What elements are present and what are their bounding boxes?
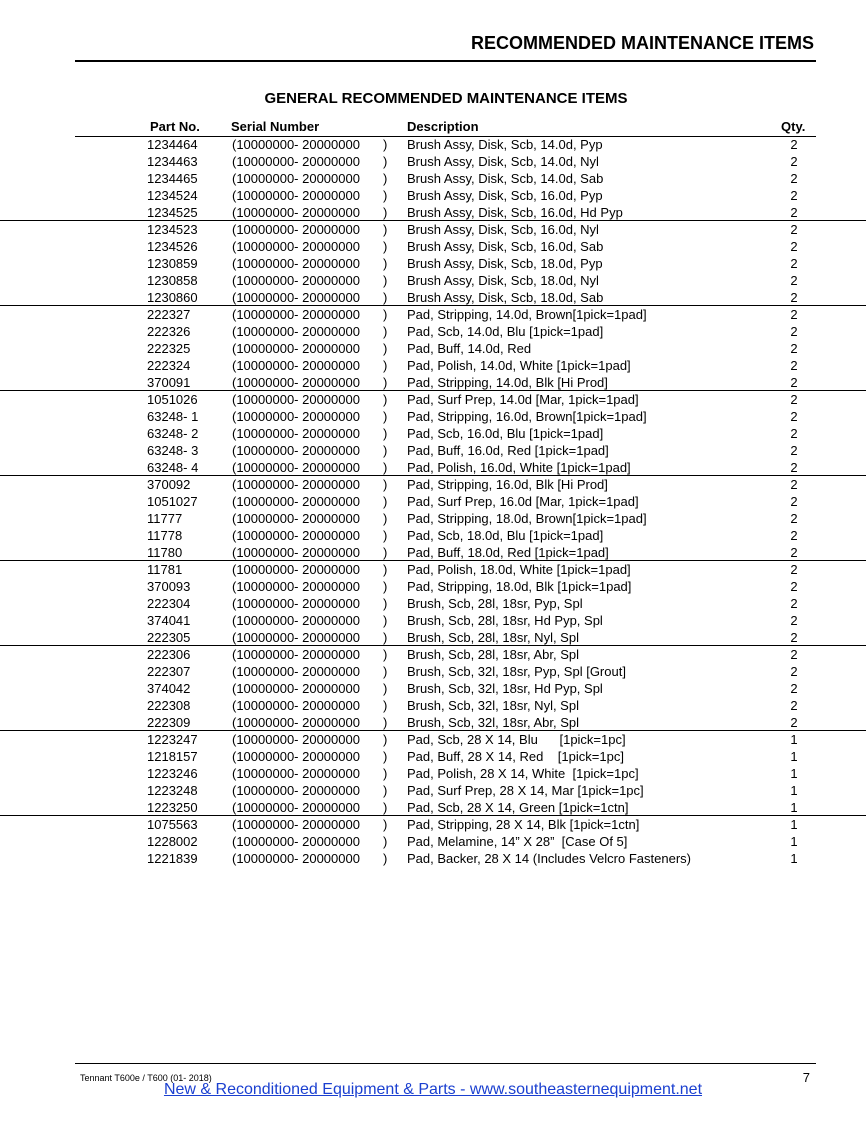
column-header-serial-number: Serial Number <box>231 119 320 134</box>
quantity: 1 <box>790 732 798 747</box>
quantity: 2 <box>790 409 798 424</box>
quantity: 2 <box>790 647 798 662</box>
description: Brush, Scb, 32l, 18sr, Abr, Spl <box>407 715 579 730</box>
description: Brush Assy, Disk, Scb, 18.0d, Sab <box>407 290 604 305</box>
serial-close-paren: ) <box>383 579 388 594</box>
part-number: 1234463 <box>147 154 198 169</box>
description: Brush, Scb, 28l, 18sr, Hd Pyp, Spl <box>407 613 603 628</box>
serial-range: (10000000- 20000000 <box>232 715 360 730</box>
serial-close-paren: ) <box>383 171 388 186</box>
table-row <box>0 578 866 595</box>
serial-range: (10000000- 20000000 <box>232 426 360 441</box>
description: Pad, Polish, 28 X 14, White [1pick=1pc] <box>407 766 639 781</box>
description: Brush Assy, Disk, Scb, 16.0d, Pyp <box>407 188 603 203</box>
quantity: 1 <box>790 851 798 866</box>
column-header-description: Description <box>407 119 479 134</box>
quantity: 2 <box>790 630 798 645</box>
serial-close-paren: ) <box>383 205 388 220</box>
quantity: 2 <box>790 443 798 458</box>
description: Pad, Polish, 14.0d, White [1pick=1pad] <box>407 358 631 373</box>
quantity: 1 <box>790 800 798 815</box>
quantity: 2 <box>790 392 798 407</box>
description: Pad, Backer, 28 X 14 (Includes Velcro Fasteners) <box>407 851 691 866</box>
serial-range: (10000000- 20000000 <box>232 324 360 339</box>
serial-close-paren: ) <box>383 341 388 356</box>
quantity: 2 <box>790 188 798 203</box>
description: Pad, Scb, 16.0d, Blu [1pick=1pad] <box>407 426 604 441</box>
part-number: 1218157 <box>147 749 198 764</box>
serial-range: (10000000- 20000000 <box>232 239 360 254</box>
quantity: 2 <box>790 579 798 594</box>
part-number: 11781 <box>147 562 183 577</box>
serial-range: (10000000- 20000000 <box>232 273 360 288</box>
description: Brush Assy, Disk, Scb, 14.0d, Nyl <box>407 154 599 169</box>
table-row <box>0 544 866 561</box>
part-number: 370091 <box>147 375 191 390</box>
quantity: 2 <box>790 171 798 186</box>
serial-close-paren: ) <box>383 613 388 628</box>
table-row <box>0 204 866 221</box>
serial-range: (10000000- 20000000 <box>232 290 360 305</box>
description: Pad, Buff, 14.0d, Red <box>407 341 532 356</box>
quantity: 2 <box>790 596 798 611</box>
quantity: 2 <box>790 205 798 220</box>
description: Pad, Scb, 28 X 14, Green [1pick=1ctn] <box>407 800 629 815</box>
serial-range: (10000000- 20000000 <box>232 630 360 645</box>
description: Pad, Buff, 28 X 14, Red [1pick=1pc] <box>407 749 624 764</box>
table-row <box>0 765 866 782</box>
serial-range: (10000000- 20000000 <box>232 460 360 475</box>
quantity: 2 <box>790 239 798 254</box>
table-row <box>0 748 866 765</box>
serial-range: (10000000- 20000000 <box>232 392 360 407</box>
description: Pad, Melamine, 14” X 28” [Case Of 5] <box>407 834 628 849</box>
part-number: 11777 <box>147 511 183 526</box>
serial-close-paren: ) <box>383 324 388 339</box>
table-row <box>0 391 866 408</box>
part-number: 1228002 <box>147 834 198 849</box>
description: Pad, Surf Prep, 16.0d [Mar, 1pick=1pad] <box>407 494 639 509</box>
serial-range: (10000000- 20000000 <box>232 154 360 169</box>
serial-close-paren: ) <box>383 596 388 611</box>
serial-range: (10000000- 20000000 <box>232 358 360 373</box>
serial-close-paren: ) <box>383 783 388 798</box>
quantity: 1 <box>790 766 798 781</box>
part-number: 1234525 <box>147 205 198 220</box>
table-row <box>0 238 866 255</box>
description: Pad, Scb, 18.0d, Blu [1pick=1pad] <box>407 528 604 543</box>
serial-range: (10000000- 20000000 <box>232 222 360 237</box>
serial-close-paren: ) <box>383 749 388 764</box>
quantity: 2 <box>790 528 798 543</box>
description: Brush Assy, Disk, Scb, 18.0d, Pyp <box>407 256 603 271</box>
serial-range: (10000000- 20000000 <box>232 375 360 390</box>
quantity: 1 <box>790 834 798 849</box>
table-row <box>0 459 866 476</box>
table-row <box>0 170 866 187</box>
serial-close-paren: ) <box>383 137 388 152</box>
serial-close-paren: ) <box>383 647 388 662</box>
serial-close-paren: ) <box>383 664 388 679</box>
serial-close-paren: ) <box>383 477 388 492</box>
quantity: 2 <box>790 494 798 509</box>
serial-range: (10000000- 20000000 <box>232 256 360 271</box>
table-row <box>0 255 866 272</box>
serial-close-paren: ) <box>383 375 388 390</box>
table-row <box>0 595 866 612</box>
table-row <box>0 816 866 833</box>
table-row <box>0 782 866 799</box>
description: Pad, Buff, 16.0d, Red [1pick=1pad] <box>407 443 609 458</box>
description: Pad, Stripping, 14.0d, Brown[1pick=1pad] <box>407 307 647 322</box>
serial-range: (10000000- 20000000 <box>232 664 360 679</box>
serial-close-paren: ) <box>383 800 388 815</box>
serial-range: (10000000- 20000000 <box>232 834 360 849</box>
part-number: 222309 <box>147 715 191 730</box>
serial-close-paren: ) <box>383 273 388 288</box>
part-number: 1234526 <box>147 239 198 254</box>
serial-close-paren: ) <box>383 630 388 645</box>
serial-close-paren: ) <box>383 528 388 543</box>
part-number: 222324 <box>147 358 191 373</box>
part-number: 1223246 <box>147 766 198 781</box>
page-header <box>75 30 816 62</box>
serial-range: (10000000- 20000000 <box>232 698 360 713</box>
column-header-part-no: Part No. <box>150 119 200 134</box>
quantity: 2 <box>790 698 798 713</box>
part-number: 222307 <box>147 664 191 679</box>
serial-close-paren: ) <box>383 562 388 577</box>
serial-close-paren: ) <box>383 681 388 696</box>
quantity: 2 <box>790 290 798 305</box>
quantity: 2 <box>790 545 798 560</box>
table-row <box>0 850 866 867</box>
part-number: 222306 <box>147 647 191 662</box>
table-row <box>0 187 866 204</box>
serial-range: (10000000- 20000000 <box>232 511 360 526</box>
serial-range: (10000000- 20000000 <box>232 443 360 458</box>
part-number: 63248- 2 <box>147 426 199 441</box>
part-number: 1051026 <box>147 392 198 407</box>
part-number: 1223248 <box>147 783 198 798</box>
part-number: 1051027 <box>147 494 198 509</box>
quantity: 2 <box>790 562 798 577</box>
description: Pad, Surf Prep, 14.0d [Mar, 1pick=1pad] <box>407 392 639 407</box>
table-row <box>0 612 866 629</box>
part-number: 1230860 <box>147 290 198 305</box>
part-number: 370093 <box>147 579 191 594</box>
description: Pad, Polish, 16.0d, White [1pick=1pad] <box>407 460 631 475</box>
quantity: 2 <box>790 664 798 679</box>
serial-close-paren: ) <box>383 834 388 849</box>
table-row <box>0 646 866 663</box>
page-title: RECOMMENDED MAINTENANCE ITEMS <box>470 33 814 53</box>
serial-close-paren: ) <box>383 698 388 713</box>
quantity: 2 <box>790 137 798 152</box>
footer-divider <box>75 1063 816 1064</box>
quantity: 2 <box>790 613 798 628</box>
table-row <box>0 153 866 170</box>
quantity: 2 <box>790 324 798 339</box>
serial-close-paren: ) <box>383 545 388 560</box>
serial-close-paren: ) <box>383 851 388 866</box>
table-row <box>0 374 866 391</box>
table-row <box>0 680 866 697</box>
description: Brush Assy, Disk, Scb, 16.0d, Nyl <box>407 222 599 237</box>
table-row <box>0 408 866 425</box>
description: Pad, Stripping, 14.0d, Blk [Hi Prod] <box>407 375 608 390</box>
description: Brush Assy, Disk, Scb, 14.0d, Pyp <box>407 137 603 152</box>
quantity: 2 <box>790 426 798 441</box>
table-row <box>0 221 866 238</box>
column-header-qty: Qty. <box>781 119 806 134</box>
serial-range: (10000000- 20000000 <box>232 817 360 832</box>
part-number: 374042 <box>147 681 191 696</box>
quantity: 2 <box>790 681 798 696</box>
serial-range: (10000000- 20000000 <box>232 188 360 203</box>
description: Brush, Scb, 28l, 18sr, Abr, Spl <box>407 647 579 662</box>
serial-range: (10000000- 20000000 <box>232 766 360 781</box>
part-number: 1234523 <box>147 222 198 237</box>
description: Pad, Scb, 28 X 14, Blu [1pick=1pc] <box>407 732 626 747</box>
table-row <box>0 799 866 816</box>
part-number: 11780 <box>147 545 183 560</box>
serial-range: (10000000- 20000000 <box>232 307 360 322</box>
serial-close-paren: ) <box>383 511 388 526</box>
footer-document-reference: Tennant T600e / T600 (01- 2018) <box>80 1073 212 1083</box>
table-row <box>0 425 866 442</box>
serial-range: (10000000- 20000000 <box>232 137 360 152</box>
description: Brush Assy, Disk, Scb, 18.0d, Nyl <box>407 273 599 288</box>
serial-close-paren: ) <box>383 188 388 203</box>
description: Pad, Surf Prep, 28 X 14, Mar [1pick=1pc] <box>407 783 644 798</box>
table-row <box>0 833 866 850</box>
quantity: 2 <box>790 341 798 356</box>
table-row <box>0 629 866 646</box>
quantity: 2 <box>790 715 798 730</box>
serial-close-paren: ) <box>383 358 388 373</box>
serial-range: (10000000- 20000000 <box>232 596 360 611</box>
serial-close-paren: ) <box>383 460 388 475</box>
part-number: 1221839 <box>147 851 198 866</box>
description: Brush, Scb, 32l, 18sr, Hd Pyp, Spl <box>407 681 603 696</box>
serial-close-paren: ) <box>383 256 388 271</box>
serial-close-paren: ) <box>383 494 388 509</box>
serial-close-paren: ) <box>383 409 388 424</box>
table-row <box>0 272 866 289</box>
quantity: 2 <box>790 358 798 373</box>
serial-close-paren: ) <box>383 715 388 730</box>
description: Pad, Polish, 18.0d, White [1pick=1pad] <box>407 562 631 577</box>
table-row <box>0 663 866 680</box>
serial-range: (10000000- 20000000 <box>232 171 360 186</box>
quantity: 2 <box>790 256 798 271</box>
description: Brush Assy, Disk, Scb, 14.0d, Sab <box>407 171 604 186</box>
part-number: 370092 <box>147 477 191 492</box>
description: Pad, Stripping, 16.0d, Brown[1pick=1pad] <box>407 409 647 424</box>
table-row <box>0 442 866 459</box>
table-row <box>0 510 866 527</box>
quantity: 2 <box>790 375 798 390</box>
description: Pad, Stripping, 18.0d, Blk [1pick=1pad] <box>407 579 632 594</box>
quantity: 2 <box>790 460 798 475</box>
serial-range: (10000000- 20000000 <box>232 647 360 662</box>
table-row <box>0 357 866 374</box>
description: Pad, Stripping, 18.0d, Brown[1pick=1pad] <box>407 511 647 526</box>
quantity: 2 <box>790 273 798 288</box>
serial-close-paren: ) <box>383 443 388 458</box>
table-row <box>0 561 866 578</box>
table-row <box>0 493 866 510</box>
serial-close-paren: ) <box>383 392 388 407</box>
table-row <box>0 323 866 340</box>
website-link[interactable]: New & Reconditioned Equipment & Parts - www.southeasternequipment.net <box>163 1081 703 1098</box>
page-number: 7 <box>802 1070 810 1085</box>
quantity: 1 <box>790 783 798 798</box>
serial-range: (10000000- 20000000 <box>232 579 360 594</box>
description: Brush, Scb, 28l, 18sr, Pyp, Spl <box>407 596 583 611</box>
table-row <box>0 340 866 357</box>
serial-range: (10000000- 20000000 <box>232 477 360 492</box>
part-number: 63248- 3 <box>147 443 199 458</box>
part-number: 1223247 <box>147 732 198 747</box>
serial-range: (10000000- 20000000 <box>232 783 360 798</box>
serial-range: (10000000- 20000000 <box>232 613 360 628</box>
table-row <box>0 306 866 323</box>
serial-range: (10000000- 20000000 <box>232 562 360 577</box>
serial-range: (10000000- 20000000 <box>232 528 360 543</box>
serial-range: (10000000- 20000000 <box>232 494 360 509</box>
description: Pad, Scb, 14.0d, Blu [1pick=1pad] <box>407 324 604 339</box>
part-number: 1230859 <box>147 256 198 271</box>
serial-close-paren: ) <box>383 766 388 781</box>
part-number: 222326 <box>147 324 191 339</box>
description: Pad, Stripping, 16.0d, Blk [Hi Prod] <box>407 477 608 492</box>
serial-close-paren: ) <box>383 239 388 254</box>
serial-range: (10000000- 20000000 <box>232 341 360 356</box>
serial-close-paren: ) <box>383 732 388 747</box>
quantity: 2 <box>790 477 798 492</box>
part-number: 374041 <box>147 613 191 628</box>
part-number: 222304 <box>147 596 191 611</box>
table-row <box>0 476 866 493</box>
part-number: 1230858 <box>147 273 198 288</box>
part-number: 222305 <box>147 630 191 645</box>
table-row <box>0 714 866 731</box>
description: Brush Assy, Disk, Scb, 16.0d, Sab <box>407 239 604 254</box>
part-number: 222308 <box>147 698 191 713</box>
part-number: 1234465 <box>147 171 198 186</box>
part-number: 63248- 4 <box>147 460 199 475</box>
part-number: 1223250 <box>147 800 198 815</box>
serial-range: (10000000- 20000000 <box>232 749 360 764</box>
serial-range: (10000000- 20000000 <box>232 732 360 747</box>
table-row <box>0 731 866 748</box>
part-number: 11778 <box>147 528 183 543</box>
part-number: 1234524 <box>147 188 198 203</box>
section-title: GENERAL RECOMMENDED MAINTENANCE ITEMS <box>264 90 628 107</box>
serial-close-paren: ) <box>383 290 388 305</box>
description: Brush, Scb, 32l, 18sr, Pyp, Spl [Grout] <box>407 664 626 679</box>
serial-range: (10000000- 20000000 <box>232 409 360 424</box>
part-number: 222325 <box>147 341 191 356</box>
quantity: 2 <box>790 307 798 322</box>
serial-range: (10000000- 20000000 <box>232 205 360 220</box>
quantity: 2 <box>790 154 798 169</box>
serial-range: (10000000- 20000000 <box>232 800 360 815</box>
serial-close-paren: ) <box>383 426 388 441</box>
description: Brush, Scb, 32l, 18sr, Nyl, Spl <box>407 698 579 713</box>
part-number: 1075563 <box>147 817 198 832</box>
table-row <box>0 289 866 306</box>
quantity: 1 <box>790 749 798 764</box>
serial-close-paren: ) <box>383 154 388 169</box>
serial-close-paren: ) <box>383 307 388 322</box>
serial-close-paren: ) <box>383 817 388 832</box>
part-number: 63248- 1 <box>147 409 199 424</box>
quantity: 1 <box>790 817 798 832</box>
table-row <box>0 527 866 544</box>
description: Pad, Stripping, 28 X 14, Blk [1pick=1ctn] <box>407 817 640 832</box>
serial-range: (10000000- 20000000 <box>232 545 360 560</box>
description: Brush, Scb, 28l, 18sr, Nyl, Spl <box>407 630 579 645</box>
table-row <box>0 697 866 714</box>
quantity: 2 <box>790 511 798 526</box>
serial-range: (10000000- 20000000 <box>232 851 360 866</box>
table-row <box>0 136 866 153</box>
description: Brush Assy, Disk, Scb, 16.0d, Hd Pyp <box>407 205 623 220</box>
part-number: 1234464 <box>147 137 198 152</box>
serial-close-paren: ) <box>383 222 388 237</box>
part-number: 222327 <box>147 307 191 322</box>
description: Pad, Buff, 18.0d, Red [1pick=1pad] <box>407 545 609 560</box>
parts-table <box>0 136 866 867</box>
quantity: 2 <box>790 222 798 237</box>
serial-range: (10000000- 20000000 <box>232 681 360 696</box>
